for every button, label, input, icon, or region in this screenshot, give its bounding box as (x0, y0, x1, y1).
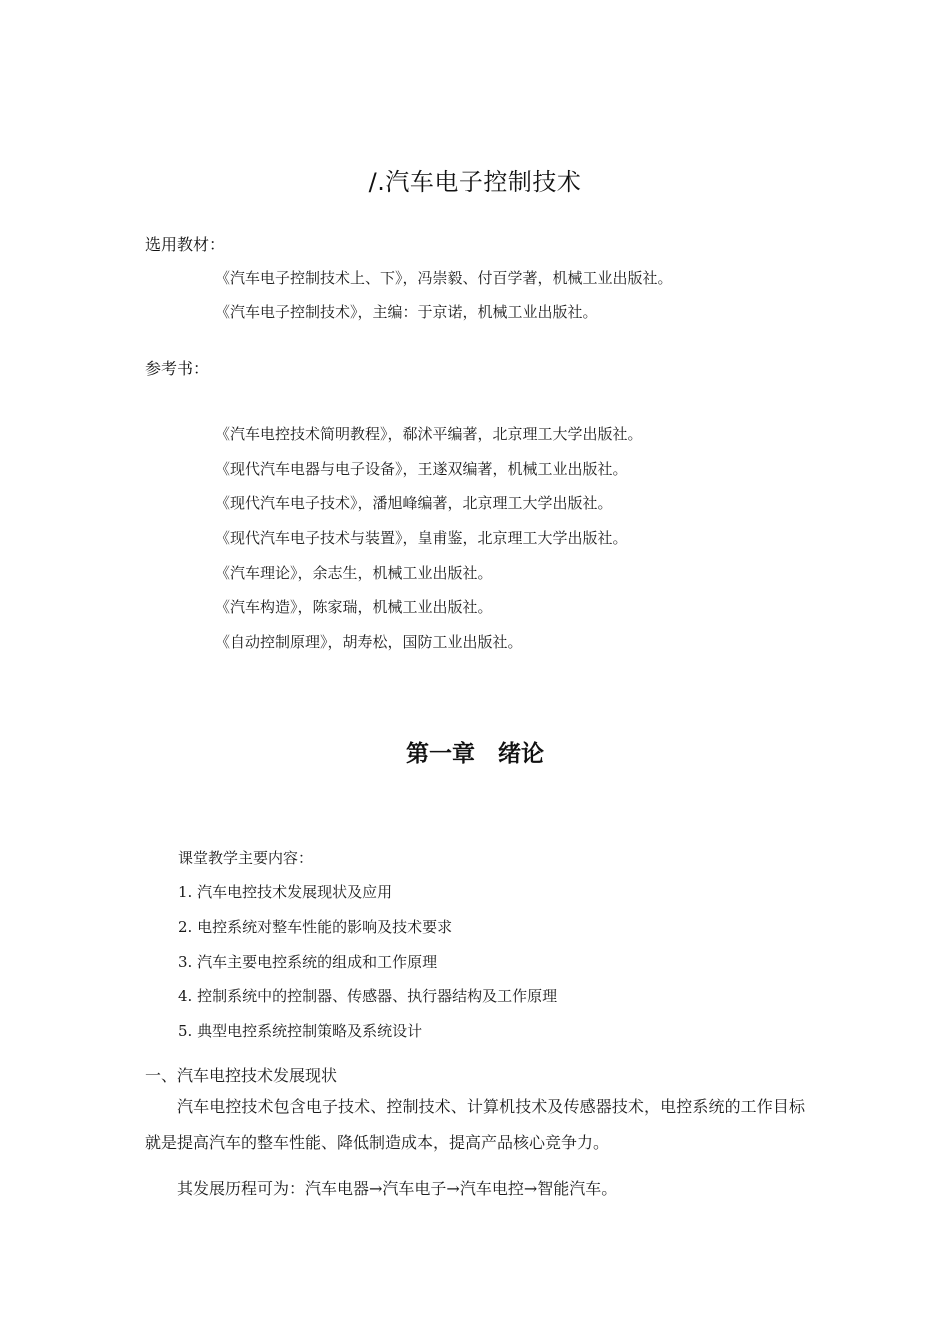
reference-item: 《现代汽车电子技术》，潘旭峰编著，北京理工大学出版社。 (215, 494, 613, 512)
reference-item: 《汽车理论》，余志生，机械工业出版社。 (215, 564, 493, 582)
content-item: 2. 电控系统对整车性能的影响及技术要求 (178, 918, 453, 936)
textbook-item: 《汽车电子控制技术上、下》，冯崇毅、付百学著，机械工业出版社。 (215, 269, 673, 287)
history-paragraph: 其发展历程可为：汽车电器→汽车电子→汽车电控→智能汽车。 (177, 1179, 618, 1198)
content-item: 4. 控制系统中的控制器、传感器、执行器结构及工作原理 (178, 987, 558, 1005)
reference-item: 《自动控制原理》，胡寿松，国防工业出版社。 (215, 633, 523, 651)
textbook-item: 《汽车电子控制技术》，主编：于京诺，机械工业出版社。 (215, 303, 598, 321)
content-item: 5. 典型电控系统控制策略及系统设计 (178, 1022, 423, 1040)
textbooks-label: 选用教材： (145, 235, 226, 254)
content-item: 1. 汽车电控技术发展现状及应用 (178, 883, 393, 901)
section-heading: 一、汽车电控技术发展现状 (145, 1066, 338, 1085)
reference-item: 《汽车电控技术简明教程》，郗沭平编著，北京理工大学出版社。 (215, 425, 643, 443)
reference-item: 《现代汽车电子技术与装置》，皇甫鉴，北京理工大学出版社。 (215, 529, 628, 547)
reference-item: 《汽车构造》，陈家瑞，机械工业出版社。 (215, 598, 493, 616)
reference-item: 《现代汽车电器与电子设备》，王遂双编著，机械工业出版社。 (215, 460, 628, 478)
references-label: 参考书： (145, 359, 210, 378)
section-paragraph: 汽车电控技术包含电子技术、控制技术、计算机技术及传感器技术，电控系统的工作目标就是提高汽车的整车性能、降低制造成本，提高产品核心竞争力。 (145, 1097, 805, 1152)
content-label: 课堂教学主要内容： (178, 849, 314, 867)
document-title: /.汽车电子控制技术 (368, 168, 582, 196)
chapter-title: 第一章 绪论 (406, 741, 544, 767)
content-item: 3. 汽车主要电控系统的组成和工作原理 (178, 953, 438, 971)
